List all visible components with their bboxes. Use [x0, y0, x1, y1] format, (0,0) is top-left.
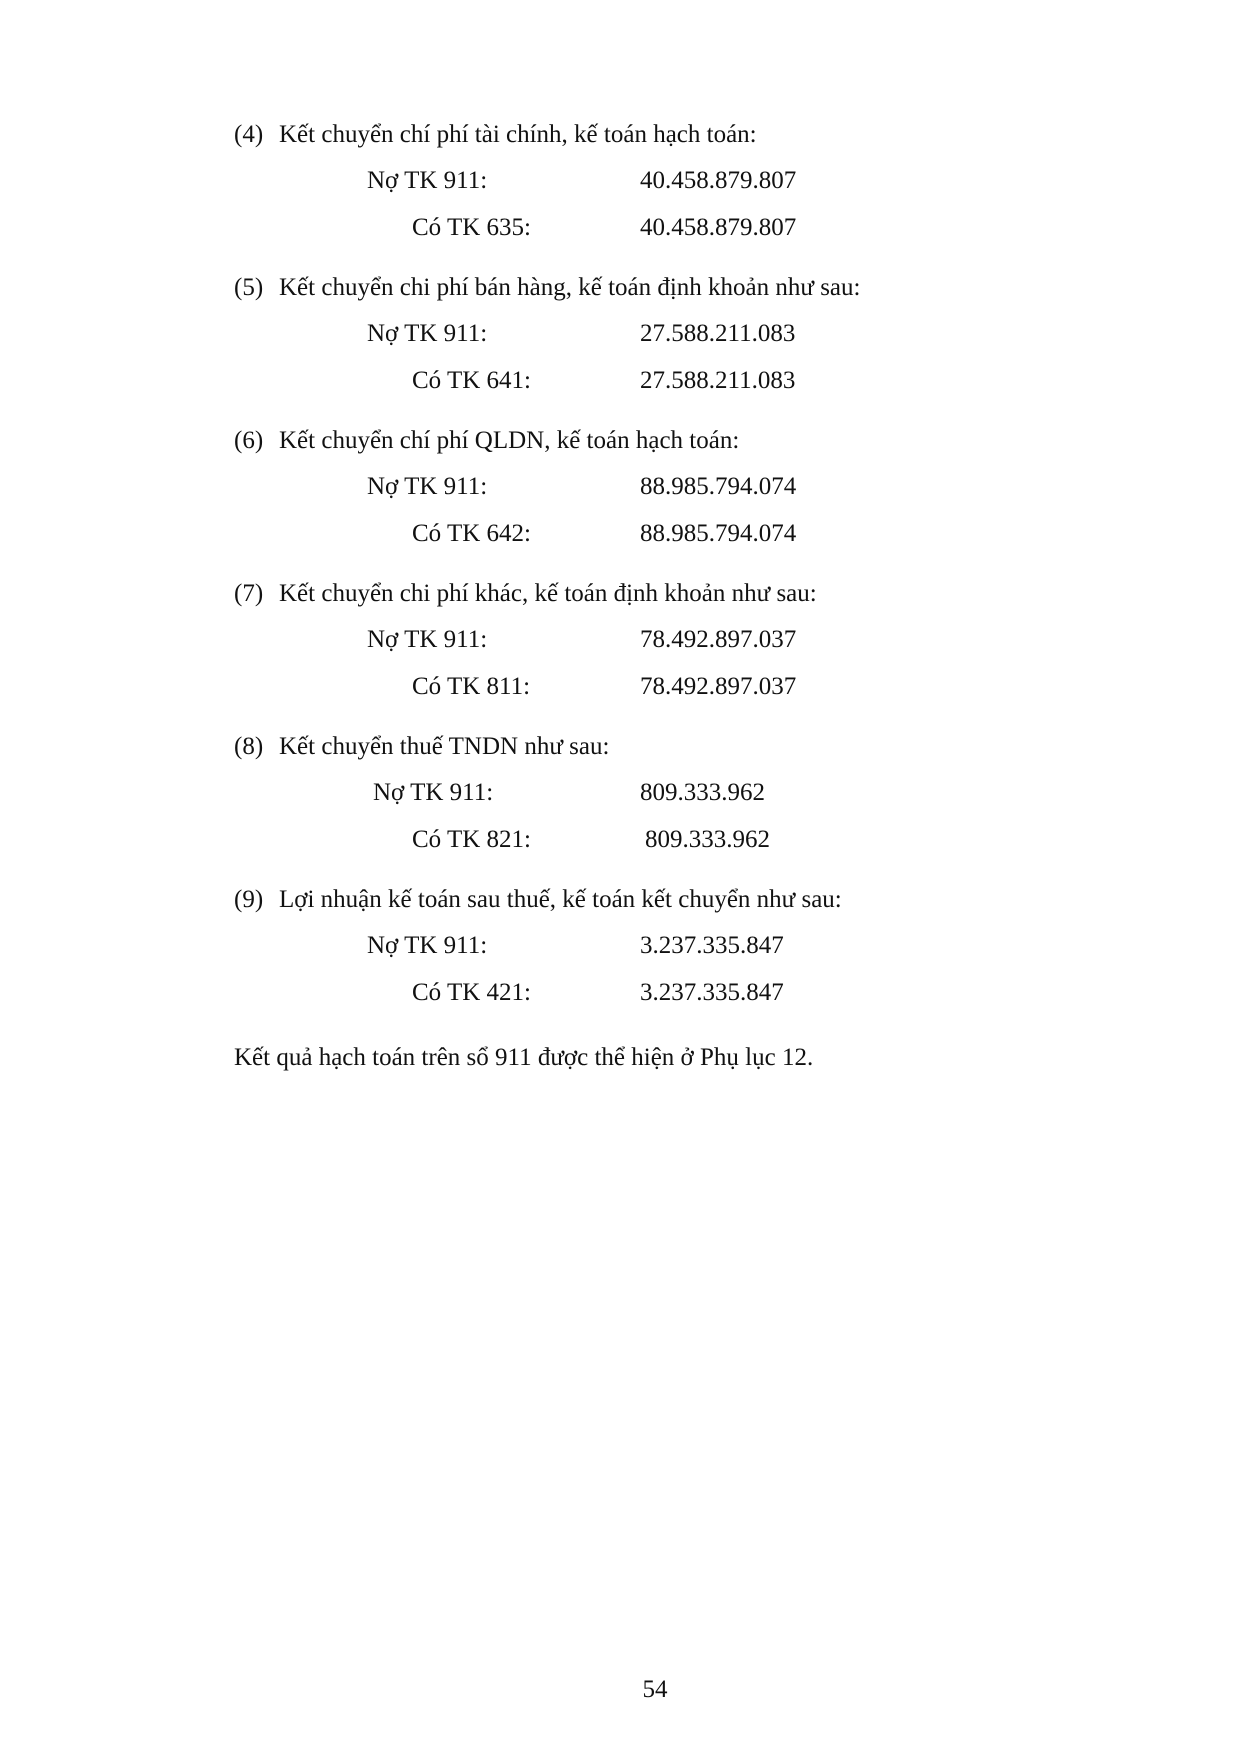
entry-text: Lợi nhuận kế toán sau thuế, kế toán kết chuyển như sau:: [279, 886, 842, 913]
debit-amount: 88.985.794.074: [640, 473, 797, 500]
entry-heading-9: [234, 885, 842, 915]
credit-amount: 3.237.335.847: [640, 979, 784, 1006]
entry-heading-7: [234, 579, 817, 609]
page-number: 54: [642, 1676, 668, 1703]
debit-account: Nợ TK 911:: [373, 779, 494, 806]
debit-account: Nợ TK 911:: [367, 167, 488, 194]
debit-amount: 809.333.962: [640, 779, 765, 806]
entry-text: Kết chuyển chí phí QLDN, kế toán hạch toán:: [279, 427, 740, 454]
credit-amount: 88.985.794.074: [640, 520, 797, 547]
debit-amount: 3.237.335.847: [640, 932, 784, 959]
entry-text: Kết chuyển chi phí bán hàng, kế toán định khoản như sau:: [279, 274, 861, 301]
credit-amount: 78.492.897.037: [640, 673, 797, 700]
credit-amount: 809.333.962: [645, 826, 770, 853]
credit-account: Có TK 635:: [412, 214, 531, 241]
debit-account: Nợ TK 911:: [367, 320, 488, 347]
entry-number: (6): [234, 427, 264, 454]
entry-number: (5): [234, 274, 264, 301]
closing-paragraph: Kết quả hạch toán trên sổ 911 được thể hiện ở Phụ lục 12.: [234, 1044, 814, 1071]
entry-heading-8: [234, 732, 609, 762]
credit-account: Có TK 641:: [412, 367, 531, 394]
entry-number: (8): [234, 733, 264, 760]
credit-account: Có TK 811:: [412, 673, 531, 700]
entry-text: Kết chuyển thuế TNDN như sau:: [279, 733, 610, 760]
debit-account: Nợ TK 911:: [367, 932, 488, 959]
debit-amount: 78.492.897.037: [640, 626, 797, 653]
entry-number: (9): [234, 886, 264, 913]
entry-heading-5: [234, 273, 860, 303]
entry-text: Kết chuyển chí phí tài chính, kế toán hạch toán:: [279, 121, 757, 148]
credit-account: Có TK 421:: [412, 979, 531, 1006]
entry-number: (4): [234, 121, 264, 148]
debit-amount: 40.458.879.807: [640, 167, 797, 194]
entry-heading-6: [234, 426, 739, 456]
entry-heading-4: [234, 120, 757, 150]
credit-amount: 27.588.211.083: [640, 367, 796, 394]
entry-text: Kết chuyển chi phí khác, kế toán định khoản như sau:: [279, 580, 817, 607]
entry-number: (7): [234, 580, 264, 607]
credit-account: Có TK 821:: [412, 826, 531, 853]
debit-account: Nợ TK 911:: [367, 473, 488, 500]
debit-amount: 27.588.211.083: [640, 320, 796, 347]
debit-account: Nợ TK 911:: [367, 626, 488, 653]
credit-amount: 40.458.879.807: [640, 214, 797, 241]
credit-account: Có TK 642:: [412, 520, 531, 547]
